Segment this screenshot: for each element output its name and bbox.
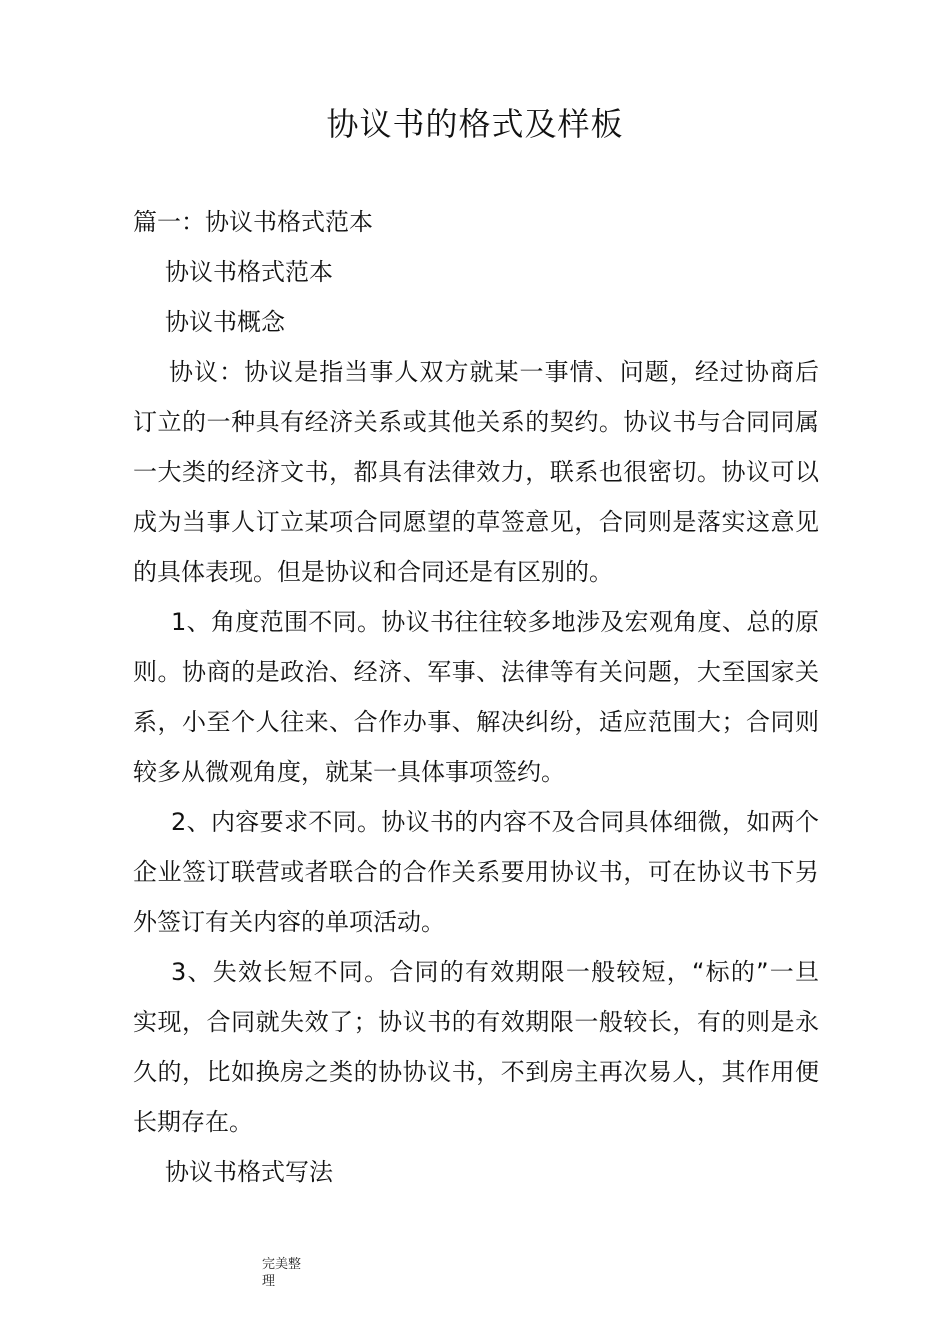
body-line: 成为当事人订立某项合同愿望的草签意见，合同则是落实这意见 <box>133 508 819 536</box>
body-line: 2、内容要求不同。协议书的内容不及合同具体细微，如两个 <box>171 808 819 836</box>
body-line: 则。协商的是政治、经济、军事、法律等有关问题，大至国家关 <box>133 658 819 686</box>
body-line: 协议书格式写法 <box>165 1158 333 1186</box>
footer-line: 理 <box>262 1274 276 1289</box>
body-line: 协议书格式范本 <box>165 258 333 286</box>
document-title: 协议书的格式及样板 <box>326 105 624 143</box>
body-line: 的具体表现。但是协议和合同还是有区别的。 <box>133 558 613 586</box>
body-line: 一大类的经济文书，都具有法律效力，联系也很密切。协议可以 <box>133 458 819 486</box>
body-line: 3、失效长短不同。合同的有效期限一般较短，“标的”一旦 <box>171 958 819 986</box>
page-footer <box>262 1256 301 1290</box>
body-line: 久的，比如换房之类的协协议书，不到房主再次易人，其作用便 <box>133 1058 819 1086</box>
body-line: 订立的一种具有经济关系或其他关系的契约。协议书与合同同属 <box>133 408 819 436</box>
body-line: 1、角度范围不同。协议书往往较多地涉及宏观角度、总的原 <box>171 608 819 636</box>
body-line: 篇一：协议书格式范本 <box>133 208 373 236</box>
document-body <box>133 197 819 1197</box>
body-line: 系，小至个人往来、合作办事、解决纠纷，适应范围大；合同则 <box>133 708 819 736</box>
body-line: 外签订有关内容的单项活动。 <box>133 908 445 936</box>
body-line: 企业签订联营或者联合的合作关系要用协议书，可在协议书下另 <box>133 858 819 886</box>
body-line: 较多从微观角度，就某一具体事项签约。 <box>133 758 565 786</box>
footer-line: 完美整 <box>262 1257 302 1272</box>
body-line: 实现，合同就失效了；协议书的有效期限一般较长，有的则是永 <box>133 1008 819 1036</box>
body-line: 协议：协议是指当事人双方就某一事情、问题，经过协商后 <box>169 358 819 386</box>
body-line: 长期存在。 <box>133 1108 253 1136</box>
body-line: 协议书概念 <box>165 308 285 336</box>
